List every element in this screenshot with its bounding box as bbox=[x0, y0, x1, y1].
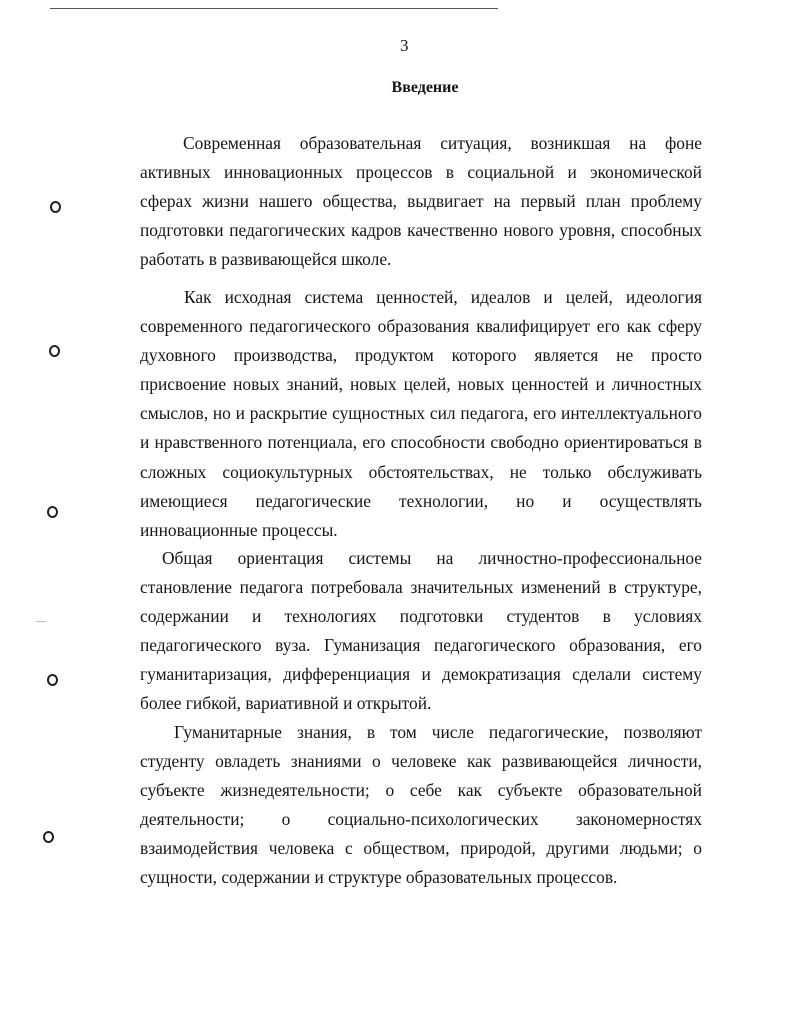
page-title: Введение bbox=[391, 79, 459, 96]
paragraph-2: Как исходная система ценностей, идеалов и целей, идеология современного педагогического образования квалифицирует его как сферу духовного производства, продуктом которого является не просто присвоение новых знаний, новых целей, новых ценностей и личностных смыслов, но и раскрытие сущностных сил педагога, его интеллектуального и нравственного потенциала, его способности свободно ориентироваться в сложных социокультурных обстоятельствах, не только обслуживать имеющиеся педагогические технологии, но и осуществлять инновационные процессы. bbox=[140, 287, 702, 540]
page-number: 3 bbox=[400, 36, 409, 55]
binder-hole-icon bbox=[47, 506, 58, 518]
binder-hole-icon bbox=[49, 345, 60, 357]
top-rule bbox=[50, 8, 498, 9]
binder-hole-icon bbox=[50, 201, 61, 213]
binder-hole-icon bbox=[47, 674, 58, 686]
binder-hole-icon bbox=[43, 831, 54, 843]
paragraph-4: Гуманитарные знания, в том числе педагогические, позволяют студенту овладеть знаниями о человеке как развивающейся личности, субъекте жизнедеятельности; о себе как субъекте образовательной деятельности; о социально-психологических закономерностях взаимодействия человека с обществом, природой, другими людьми; о сущности, содержании и структуре образовательных процессов. bbox=[140, 722, 702, 888]
paragraph-3: Общая ориентация системы на личностно-профессиональное становление педагога потребовала значительных изменений в структуре, содержании и технологиях подготовки студентов в условиях педагогического вуза. Гуманизация педагогического образования, его гуманитаризация, дифференциация и демократизация сделали систему более гибкой, вариативной и открытой. bbox=[140, 548, 702, 714]
paragraph-1: Современная образовательная ситуация, возникшая на фоне активных инновационных процессов в социальной и экономической сферах жизни нашего общества, выдвигает на первый план проблему подготовки педагогических кадров качественно нового уровня, способных работать в развивающейся школе. bbox=[140, 133, 702, 270]
margin-mark bbox=[36, 621, 46, 622]
